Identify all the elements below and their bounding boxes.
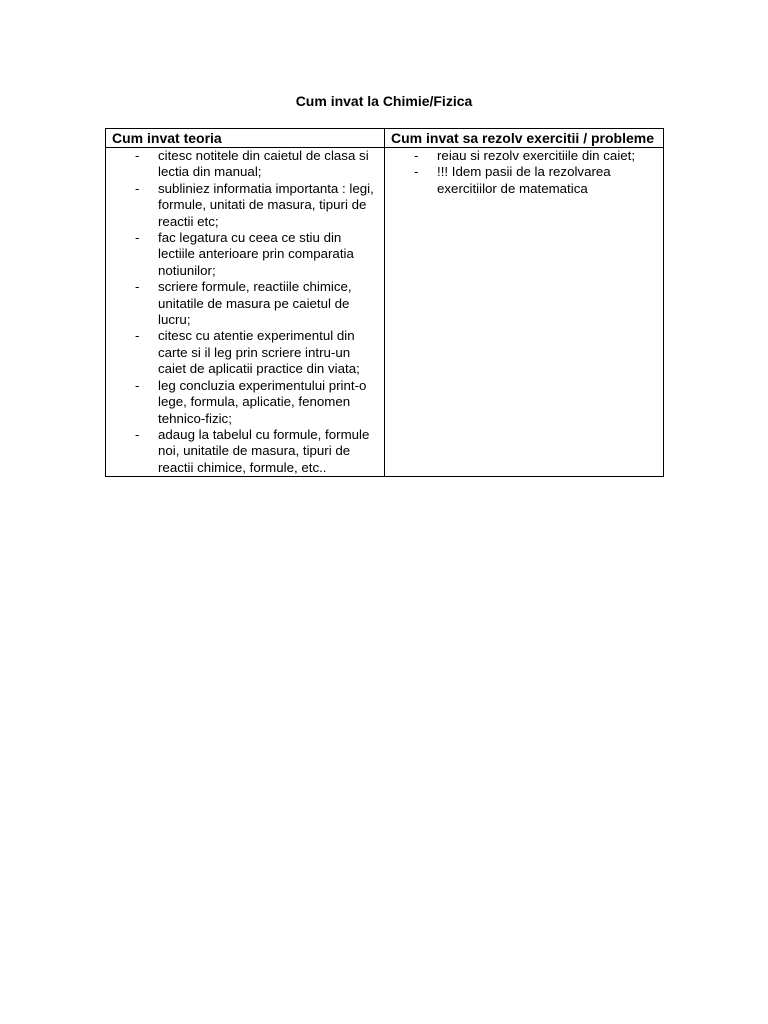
dash-bullet: - bbox=[135, 426, 140, 442]
dash-bullet: - bbox=[414, 148, 419, 163]
list-item bbox=[112, 181, 378, 230]
list-item-text: citesc notitele din caietul de clasa si lectia din manual; bbox=[158, 148, 369, 180]
dash-bullet: - bbox=[135, 279, 140, 295]
dash-bullet: - bbox=[135, 180, 140, 196]
list-item-text: citesc cu atentie experimentul din carte si il leg prin scriere intru-un caiet de aplicatii practice din viata; bbox=[158, 328, 360, 377]
list-item bbox=[112, 148, 378, 181]
list-item-text: fac legatura cu ceea ce stiu din lectiile anterioare prin comparatia notiunilor; bbox=[158, 230, 354, 278]
table-header-row bbox=[106, 129, 664, 148]
list-item bbox=[112, 279, 378, 328]
theory-list bbox=[112, 148, 378, 476]
list-item bbox=[112, 230, 378, 279]
list-item-text: leg concluzia experimentului print-o lege, formula, aplicatie, fenomen tehnico-fizic; bbox=[158, 377, 367, 426]
table-row bbox=[106, 148, 664, 477]
exercises-list bbox=[391, 148, 657, 197]
list-item bbox=[391, 148, 657, 164]
list-item-text: scriere formule, reactiile chimice, unitatile de masura pe caietul de lucru; bbox=[158, 279, 352, 328]
list-item bbox=[112, 378, 378, 427]
exercises-cell bbox=[385, 148, 664, 477]
list-item-text: adaug la tabelul cu formule, formule noi, unitatile de masura, tipuri de reactii chimice, formule, etc.. bbox=[158, 426, 370, 475]
header-theory: Cum invat teoria bbox=[106, 129, 385, 148]
list-item-text: reiau si rezolv exercitiile din caiet; bbox=[437, 148, 636, 163]
list-item bbox=[112, 427, 378, 476]
theory-cell bbox=[106, 148, 385, 477]
dash-bullet: - bbox=[135, 377, 140, 393]
list-item bbox=[391, 164, 657, 197]
study-methods-table bbox=[105, 128, 664, 477]
list-item-text: !!! Idem pasii de la rezolvarea exercitiilor de matematica bbox=[437, 164, 611, 196]
list-item bbox=[112, 328, 378, 377]
dash-bullet: - bbox=[414, 164, 419, 180]
dash-bullet: - bbox=[135, 230, 140, 246]
dash-bullet: - bbox=[135, 148, 140, 163]
dash-bullet: - bbox=[135, 328, 140, 344]
header-exercises: Cum invat sa rezolv exercitii / probleme bbox=[385, 129, 664, 148]
page-title: Cum invat la Chimie/Fizica bbox=[295, 93, 473, 109]
list-item-text: subliniez informatia importanta : legi, formule, unitati de masura, tipuri de reactii etc; bbox=[158, 180, 374, 229]
